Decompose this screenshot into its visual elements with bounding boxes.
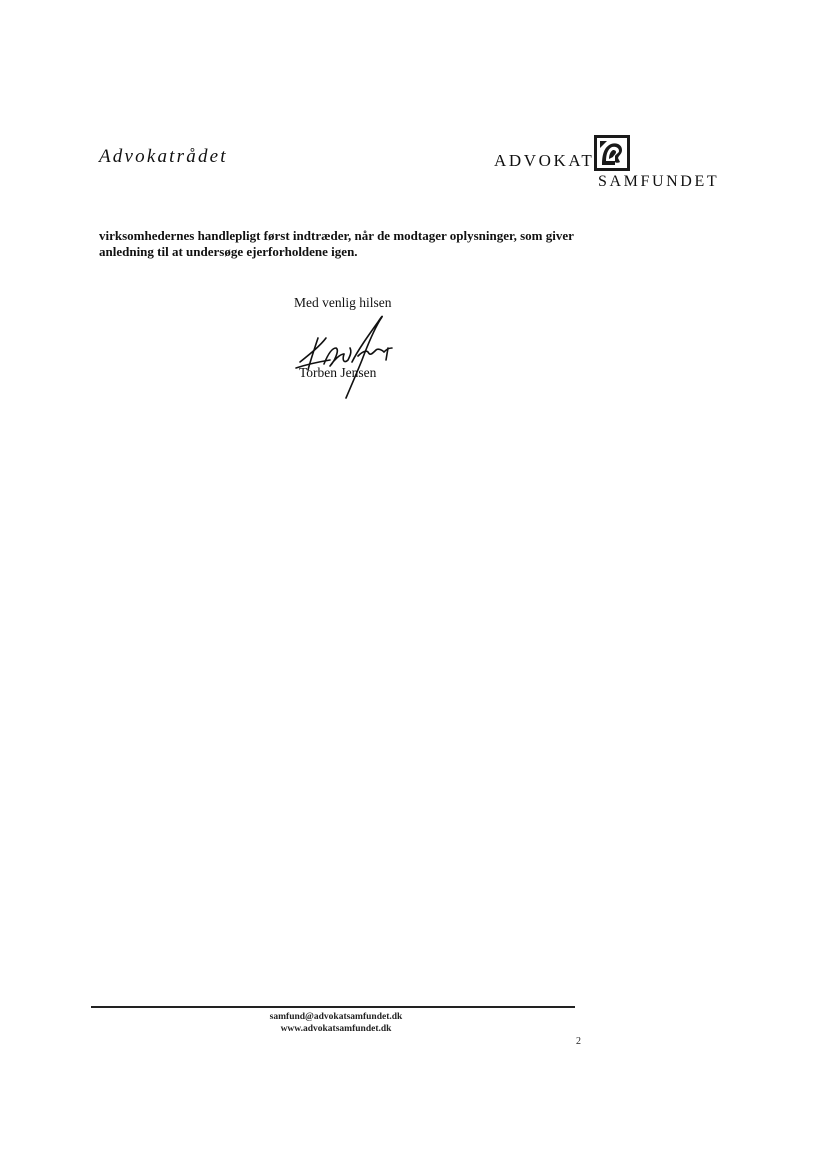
signer-name: Torben Jensen	[299, 365, 377, 380]
body-line: anledning til at undersøge ejerforholdene igen.	[99, 244, 358, 259]
closing-greeting: Med venlig hilsen	[294, 295, 392, 310]
logo-word-samfundet: SAMFUNDET	[598, 173, 720, 190]
council-name-heading: Advokatrådet	[99, 146, 228, 167]
advokatsamfundet-logo	[494, 134, 734, 194]
page-number: 2	[576, 1036, 581, 1047]
footer-divider	[91, 1006, 575, 1008]
handwritten-signature-icon	[288, 310, 408, 402]
letter-body	[99, 228, 619, 260]
footer-website-link[interactable]: www.advokatsamfundet.dk	[280, 1024, 392, 1034]
body-line: virksomhedernes handlepligt først indtræder, når de modtager oplysninger, som giver	[99, 228, 574, 243]
footer-email-link[interactable]: samfund@advokatsamfundet.dk	[269, 1012, 403, 1022]
footer-contact	[181, 1011, 491, 1035]
logo-word-advokat: ADVOKAT	[494, 151, 595, 170]
advokatsamfundet-emblem-icon	[594, 135, 630, 171]
